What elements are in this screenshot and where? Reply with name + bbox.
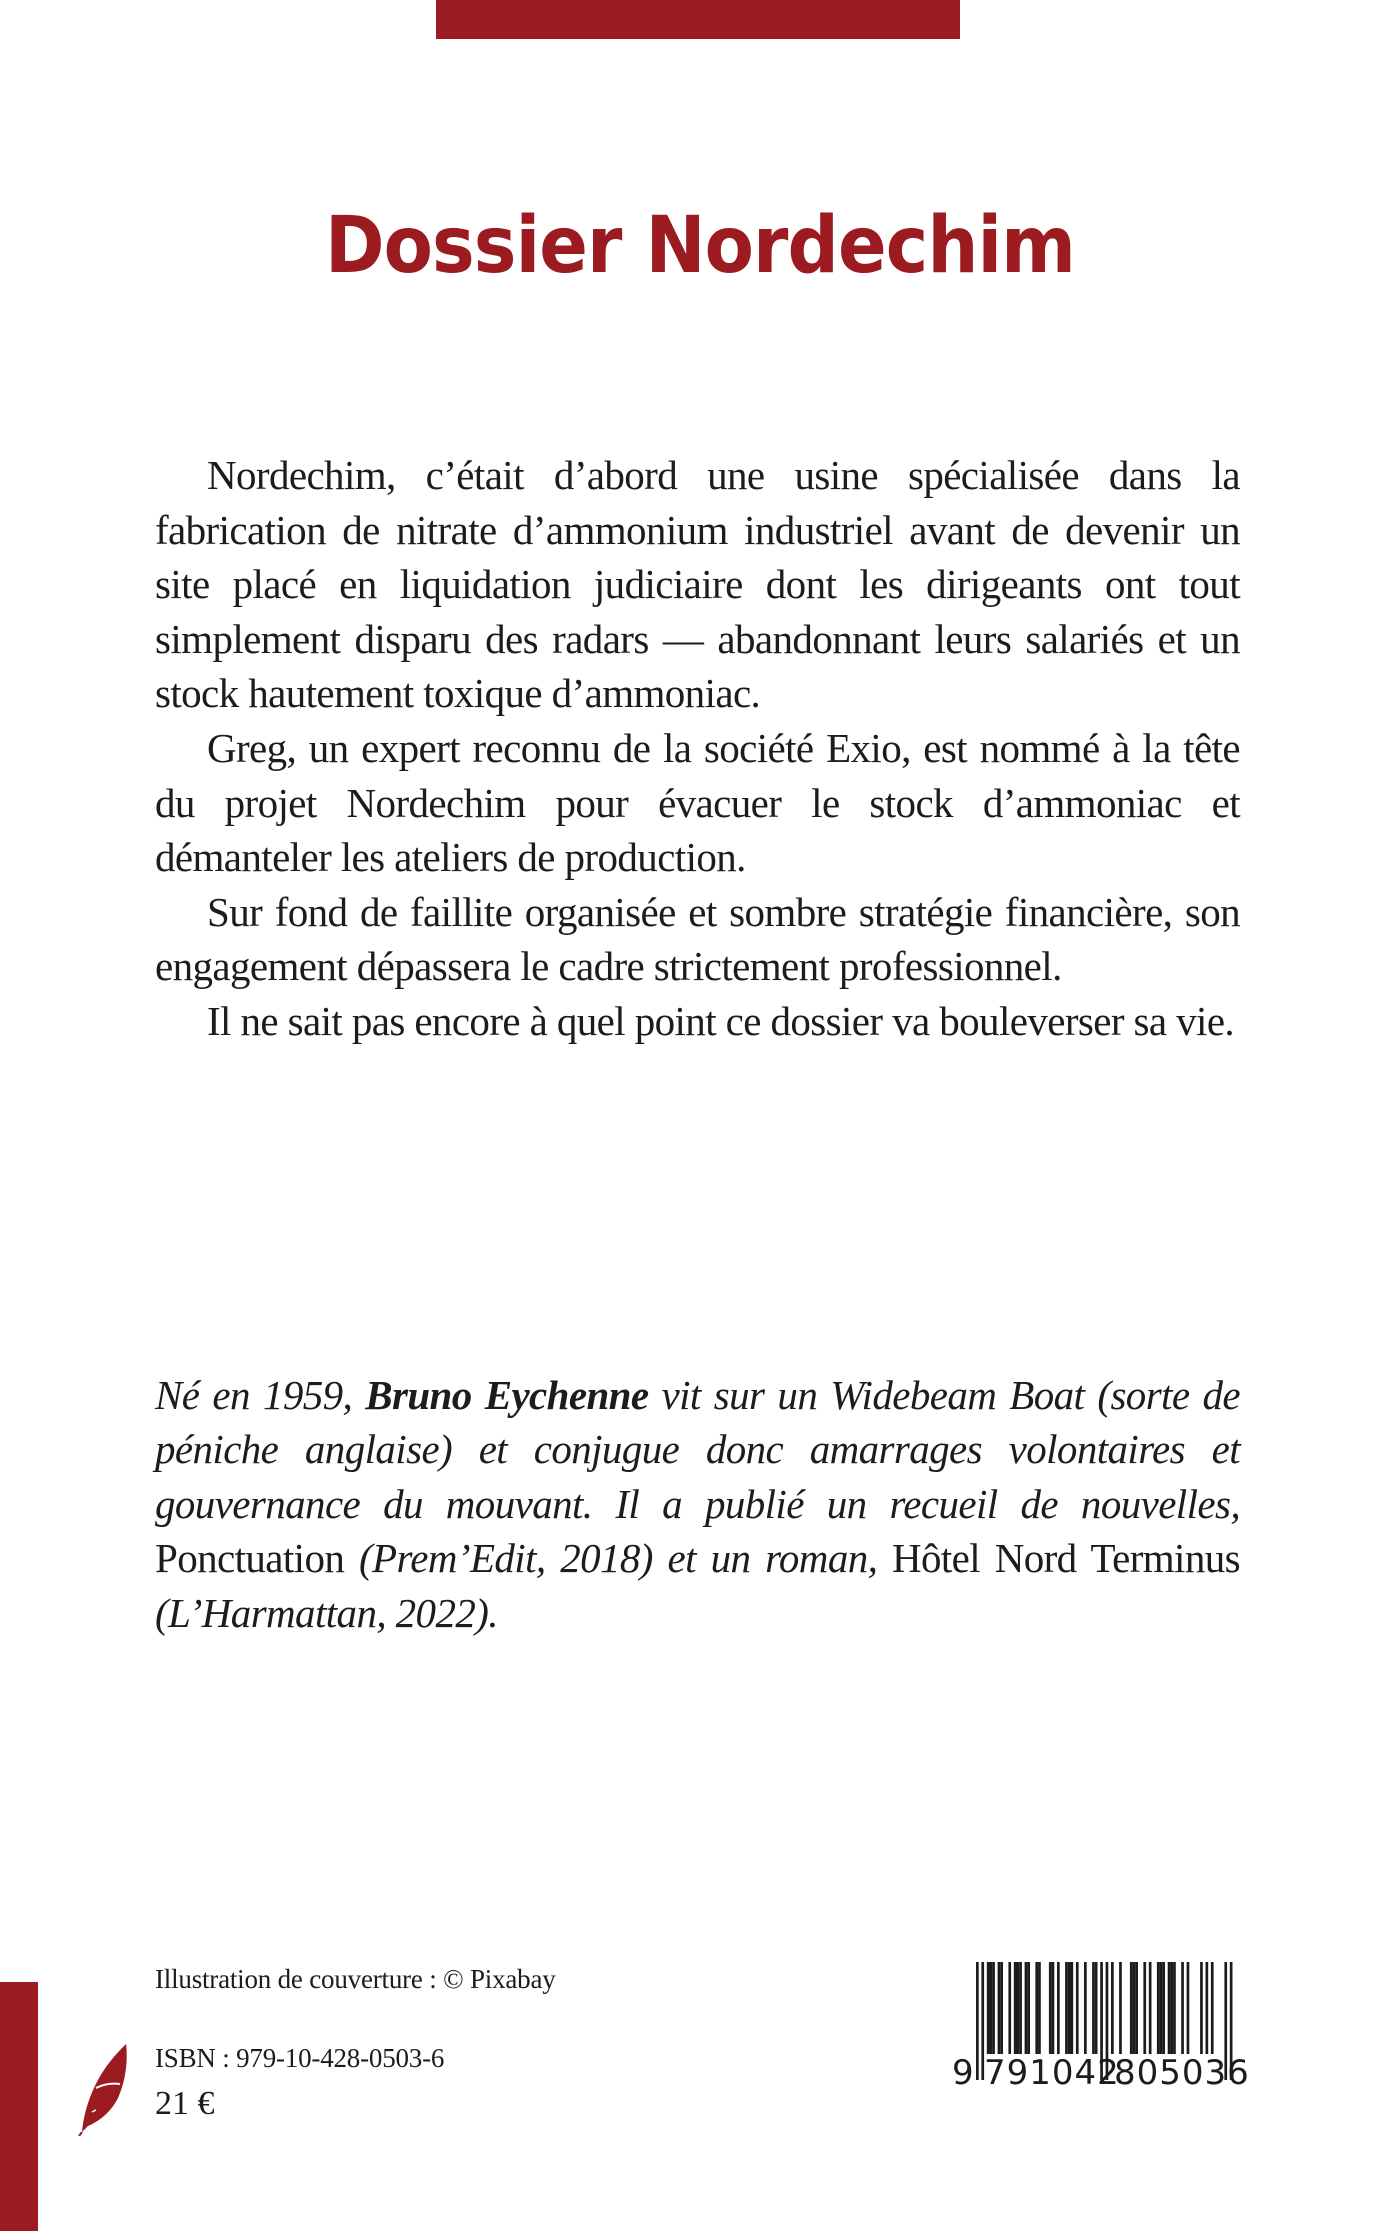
barcode-bar [976, 1962, 979, 2080]
barcode-right-digits: 805036 [1114, 2053, 1250, 2090]
left-accent-band [0, 1982, 38, 2231]
blurb-paragraph: Sur fond de faillite organisée et sombre stratégie financière, son engagement dépassera le cadre strictement professionnel. [155, 888, 1240, 990]
barcode-bar [1173, 1962, 1176, 2054]
barcode-bar [1206, 1962, 1209, 2054]
book-reference: Hôtel Nord Terminus [877, 1535, 1240, 1582]
barcode-bar [1162, 1962, 1165, 2054]
barcode-bar [1025, 1962, 1028, 2054]
blurb-paragraph: Nordechim, c’était d’abord une usine spécialisée dans la fabrication de nitrate d’ammonium industriel avant de devenir un site placé en liquidation judiciaire dont les dirigeants ont tout simplement disparu des radars — abandonnant leurs salariés et un stock hautement toxique d’ammoniac. [155, 452, 1240, 717]
barcode-bar [1157, 1962, 1160, 2054]
barcode-bar [1149, 1962, 1152, 2054]
barcode-bar [1119, 1962, 1122, 2054]
book-publisher: (Prem’Edit, 2018) et un roman, [358, 1535, 878, 1582]
barcode-bar [1095, 1962, 1098, 2054]
barcode-bar [1014, 1962, 1017, 2054]
barcode-bar [1065, 1962, 1068, 2054]
barcode-bar [987, 1962, 990, 2054]
blurb-paragraph: Greg, un expert reconnu de la société Exio, est nommé à la tête du projet Nordechim pour évacuer le stock d’ammoniac et démanteler les ateliers de production. [155, 724, 1240, 881]
author-bio [155, 1368, 1240, 1640]
barcode-bar [1111, 1962, 1114, 2054]
barcode-bar [1133, 1962, 1136, 2054]
author-name: Bruno Eychenne [365, 1372, 649, 1418]
barcode-bar [1019, 1962, 1022, 2054]
barcode-bar [1170, 1962, 1173, 2054]
barcode-lead-digit: 9 [952, 2053, 974, 2090]
isbn-barcode [950, 1960, 1250, 2090]
barcode-bar [1200, 1962, 1203, 2054]
cover-illustration-credit: Illustration de couverture : © Pixabay [155, 1964, 556, 1994]
barcode-bar [1017, 1962, 1020, 2054]
barcode-bar [1211, 1962, 1214, 2054]
barcode-bar [1168, 1962, 1171, 2054]
feather-icon [74, 2040, 132, 2136]
barcode-bar [1135, 1962, 1138, 2054]
barcode-bar [1068, 1962, 1071, 2054]
barcode-bar [1008, 1962, 1011, 2054]
barcode-bar [998, 1962, 1001, 2054]
blurb-paragraph: Il ne sait pas encore à quel point ce dossier va bouleverser sa vie. [207, 997, 1235, 1044]
bio-intro: Né en 1959, [155, 1372, 366, 1418]
bio-text: vit sur un Widebeam Boat (sorte de péniche anglaise) et conjugue donc amarrages volontaires et gouvernance du mouvant. Il a publié un recueil de nouvelles, [155, 1372, 1240, 1527]
barcode-bar [990, 1962, 993, 2054]
top-accent-band [436, 0, 960, 39]
barcode-bar [1076, 1962, 1079, 2054]
barcode-bar [1187, 1962, 1190, 2054]
barcode-bar [1035, 1962, 1038, 2054]
book-publisher: (L’Harmattan, 2022). [155, 1589, 498, 1636]
barcode-bar [1130, 1962, 1133, 2054]
barcode-bar [1057, 1962, 1060, 2054]
barcode-bar [1052, 1962, 1055, 2054]
barcode-bar [1143, 1962, 1146, 2054]
barcode-left-digits: 791042 [984, 2053, 1120, 2090]
back-cover-blurb [155, 448, 1240, 1049]
barcode-bar [1071, 1962, 1074, 2054]
barcode-bar [1000, 1962, 1003, 2054]
barcode-bar [1038, 1962, 1041, 2054]
barcode-bar [1027, 1962, 1030, 2054]
price: 21 € [155, 2085, 215, 2122]
isbn: ISBN : 979-10-428-0503-6 [155, 2043, 445, 2073]
barcode-bar [1181, 1962, 1184, 2054]
barcode-bar [1049, 1962, 1052, 2054]
barcode-bar [992, 1962, 995, 2054]
barcode-bar [1160, 1962, 1163, 2054]
barcode-bar [1084, 1962, 1087, 2054]
book-title: Dossier Nordechim [324, 201, 1076, 291]
barcode-bar [1092, 1962, 1095, 2054]
book-reference: Ponctuation [155, 1535, 359, 1582]
